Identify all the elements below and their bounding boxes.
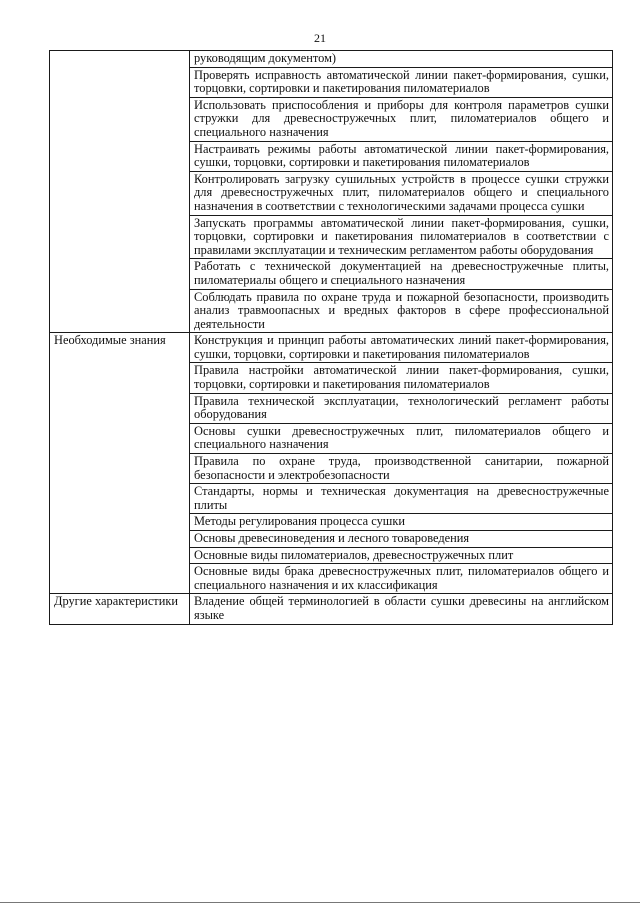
competency-table [49,50,613,625]
page-number: 21 [314,31,326,45]
table-cell: Основы сушки древесностружечных плит, пиломатериалов общего и специального назначения [190,423,613,453]
table-cell: Основы древесиноведения и лесного товароведения [190,531,613,548]
table-cell: Конструкция и принцип работы автоматических линий пакет-формирования, сушки, торцовки, сортировки и пакетирования пиломатериалов [190,333,613,363]
section-label-other-characteristics: Другие характеристики [50,594,190,624]
section-label-required-knowledge: Необходимые знания [50,333,190,594]
table-cell: Основные виды пиломатериалов, древесностружечных плит [190,547,613,564]
page-bottom-edge [0,902,640,903]
table-row [50,333,613,363]
table-cell: руководящим документом) [190,51,613,68]
table-cell: Соблюдать правила по охране труда и пожарной безопасности, производить анализ травмоопасных и вредных факторов в сфере профессиональной деятельности [190,289,613,333]
table-cell: Владение общей терминологией в области сушки древесины на английском языке [190,594,613,624]
table-cell: Стандарты, нормы и техническая документация на древесностружечные плиты [190,484,613,514]
table-cell: Использовать приспособления и приборы для контроля параметров сушки стружки для древесностружечных плит, пиломатериалов общего и специального назначения [190,97,613,141]
table-cell: Контролировать загрузку сушильных устройств в процессе сушки стружки для древесностружечных плит, пиломатериалов общего и специального назначения в соответствии с технологическими задачами процесса сушки [190,171,613,215]
table-row [50,594,613,624]
table-row [50,51,613,68]
table-cell: Правила по охране труда, производственной санитарии, пожарной безопасности и электробезопасности [190,454,613,484]
table-cell: Методы регулирования процесса сушки [190,514,613,531]
table-cell: Запускать программы автоматической линии пакет-формирования, сушки, торцовки, сортировки и пакетирования пиломатериалов в соответствии с правилами эксплуатации и техническим регламентом работы оборудования [190,215,613,259]
table-cell: Правила настройки автоматической линии пакет-формирования, сушки, торцовки, сортировки и пакетирования пиломатериалов [190,363,613,393]
table-cell: Основные виды брака древесностружечных плит, пиломатериалов общего и специального назначения и их классификация [190,564,613,594]
table-cell: Правила технической эксплуатации, технологический регламент работы оборудования [190,393,613,423]
section-label-skills-continued [50,51,190,333]
table-cell: Настраивать режимы работы автоматической линии пакет-формирования, сушки, торцовки, сортировки и пакетирования пиломатериалов [190,141,613,171]
table-cell: Работать с технической документацией на древесностружечные плиты, пиломатериалы общего и специального назначения [190,259,613,289]
table-cell: Проверять исправность автоматической линии пакет-формирования, сушки, торцовки, сортировки и пакетирования пиломатериалов [190,67,613,97]
